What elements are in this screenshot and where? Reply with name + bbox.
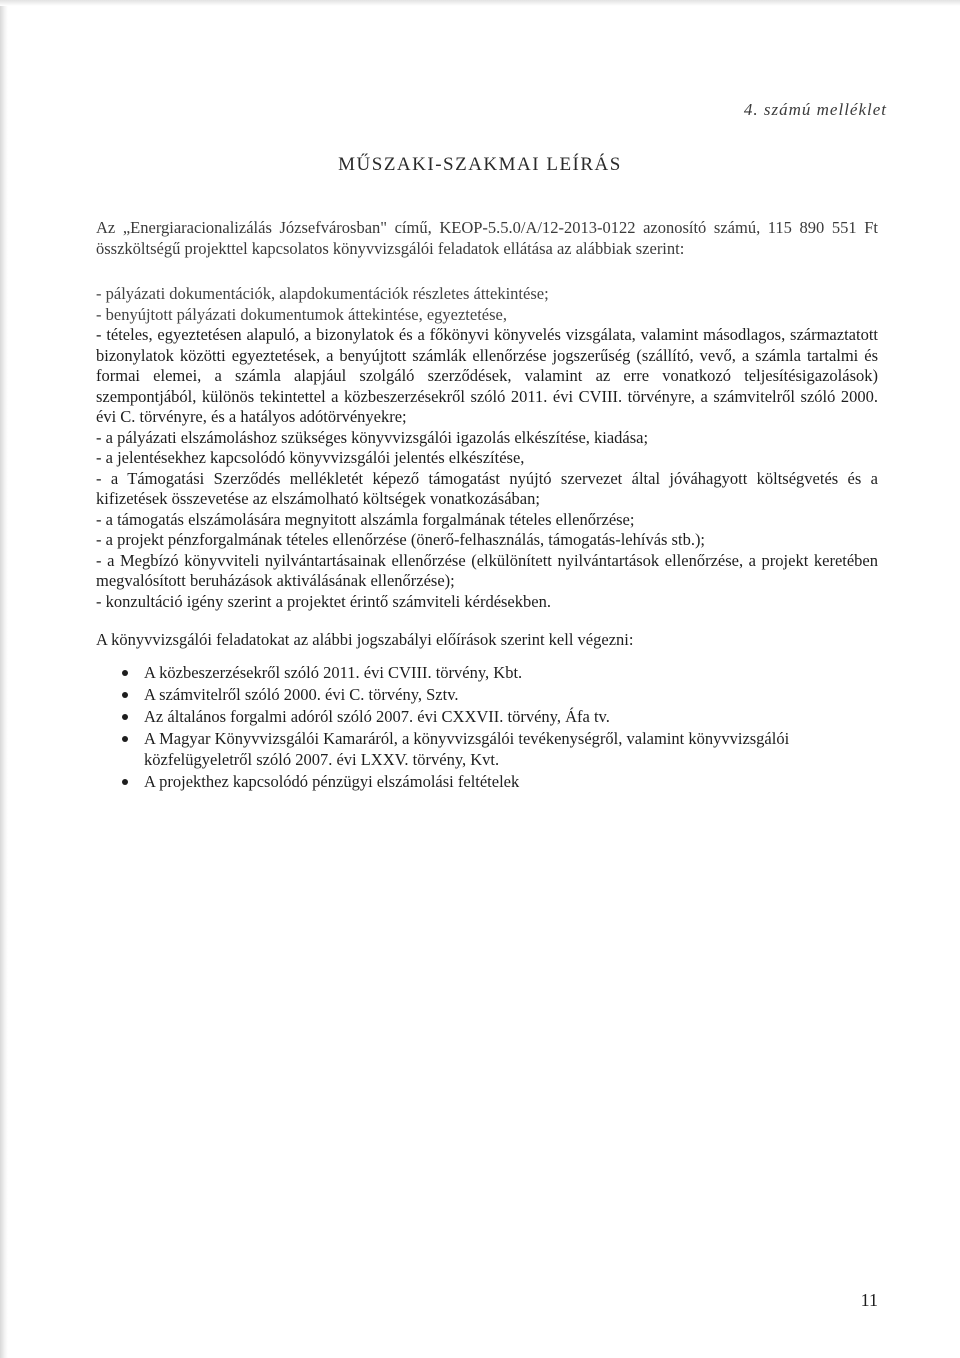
task-item: - a támogatás elszámolására megnyitott alszámla forgalmának tételes ellenőrzése; (96, 509, 635, 529)
task-item: - a projekt pénzforgalmának tételes ellenőrzése (önerő-felhasználás, támogatás-lehívás stb.); (96, 530, 706, 549)
legal-intro-paragraph: A könyvvizsgálói feladatokat az alábbi jogszabályi előírások szerint kell végezni: (96, 630, 634, 649)
bullet-icon (122, 670, 128, 676)
bullet-icon (122, 714, 128, 720)
legal-list-text: Az általános forgalmi adóról szóló 2007. évi CXXVII. törvény, Áfa tv. (144, 707, 610, 726)
bullet-icon (122, 692, 128, 698)
legal-list-text: A közbeszerzésekről szóló 2011. évi CVIII. törvény, Kbt. (144, 663, 523, 682)
task-item: - a Támogatási Szerződés mellékletét képező támogatást nyújtó szervezet által jóváhagyott költségvetés és a kifizetések összevetése az elszámolható költségek vonatkozásában; (96, 468, 878, 508)
legal-list (96, 663, 878, 794)
task-item: - tételes, egyeztetésen alapuló, a bizonylatok és a főkönyvi könyvelés vizsgálata, valamint másodlagos, származtatott bizonylatok közötti egyeztetések, a benyújtott számlák ellenőrzése jogszerűség (szállító, vevő, a számla tartalmi és formai elemei, a számla alapjául szolgáló szerződések, valamint az erre vonatkozó teljesítésigazolások) szempontjából, különös tekintettel a közbeszerzésekről szóló 2011. évi CVIII. törvényre, a számvitelről szóló 2000. évi C. törvényre, és a hatályos adótörvényekre; (96, 325, 878, 426)
legal-list-item (96, 729, 878, 770)
task-item: - pályázati dokumentációk, alapdokumentációk részletes áttekintése; (96, 284, 549, 303)
legal-list-item (96, 707, 878, 728)
task-item: - a jelentésekhez kapcsolódó könyvvizsgálói jelentés elkészítése, (96, 448, 525, 467)
task-item: - a Megbízó könyvviteli nyilvántartásainak ellenőrzése (elkülönített nyilvántartások ellenőrzése, a projekt keretében megvalósított beruházások aktiválásának ellenőrzése); (96, 550, 878, 590)
intro-paragraph: Az „Energiaracionalizálás Józsefvárosban" című, KEOP-5.5.0/A/12-2013-0122 azonosító számú, 115 890 551 Ft összköltségű projekttel kapcsolatos könyvvizsgálói feladatok ellátása az alábbiak szerint: (96, 218, 878, 258)
legal-list-text: A számvitelről szóló 2000. évi C. törvény, Sztv. (144, 685, 459, 704)
task-item: - konzultáció igény szerint a projektet érintő számviteli kérdésekben. (96, 591, 551, 611)
scan-edge-shadow (0, 0, 8, 1358)
bullet-icon (122, 736, 128, 742)
page-title: MŰSZAKI-SZAKMAI LEÍRÁS (338, 154, 622, 175)
legal-list-text: A Magyar Könyvvizsgálói Kamaráról, a könyvvizsgálói tevékenységről, valamint könyvvizsgálói közfelügyeletről szóló 2007. évi LXXV. törvény, Kvt. (144, 729, 790, 769)
task-item: - benyújtott pályázati dokumentumok áttekintése, egyeztetése, (96, 304, 507, 324)
page-number: 11 (860, 1290, 878, 1310)
scan-top-shadow (0, 0, 960, 6)
task-list (96, 284, 878, 612)
legal-list-item (96, 772, 878, 793)
annex-label: 4. számú melléklet (743, 100, 887, 119)
legal-list-text: A projekthez kapcsolódó pénzügyi elszámolási feltételek (144, 771, 520, 791)
bullet-icon (122, 779, 128, 785)
task-item: - a pályázati elszámoláshoz szükséges könyvvizsgálói igazolás elkészítése, kiadása; (96, 427, 649, 447)
legal-list-item (96, 685, 878, 706)
legal-list-item (96, 663, 878, 684)
